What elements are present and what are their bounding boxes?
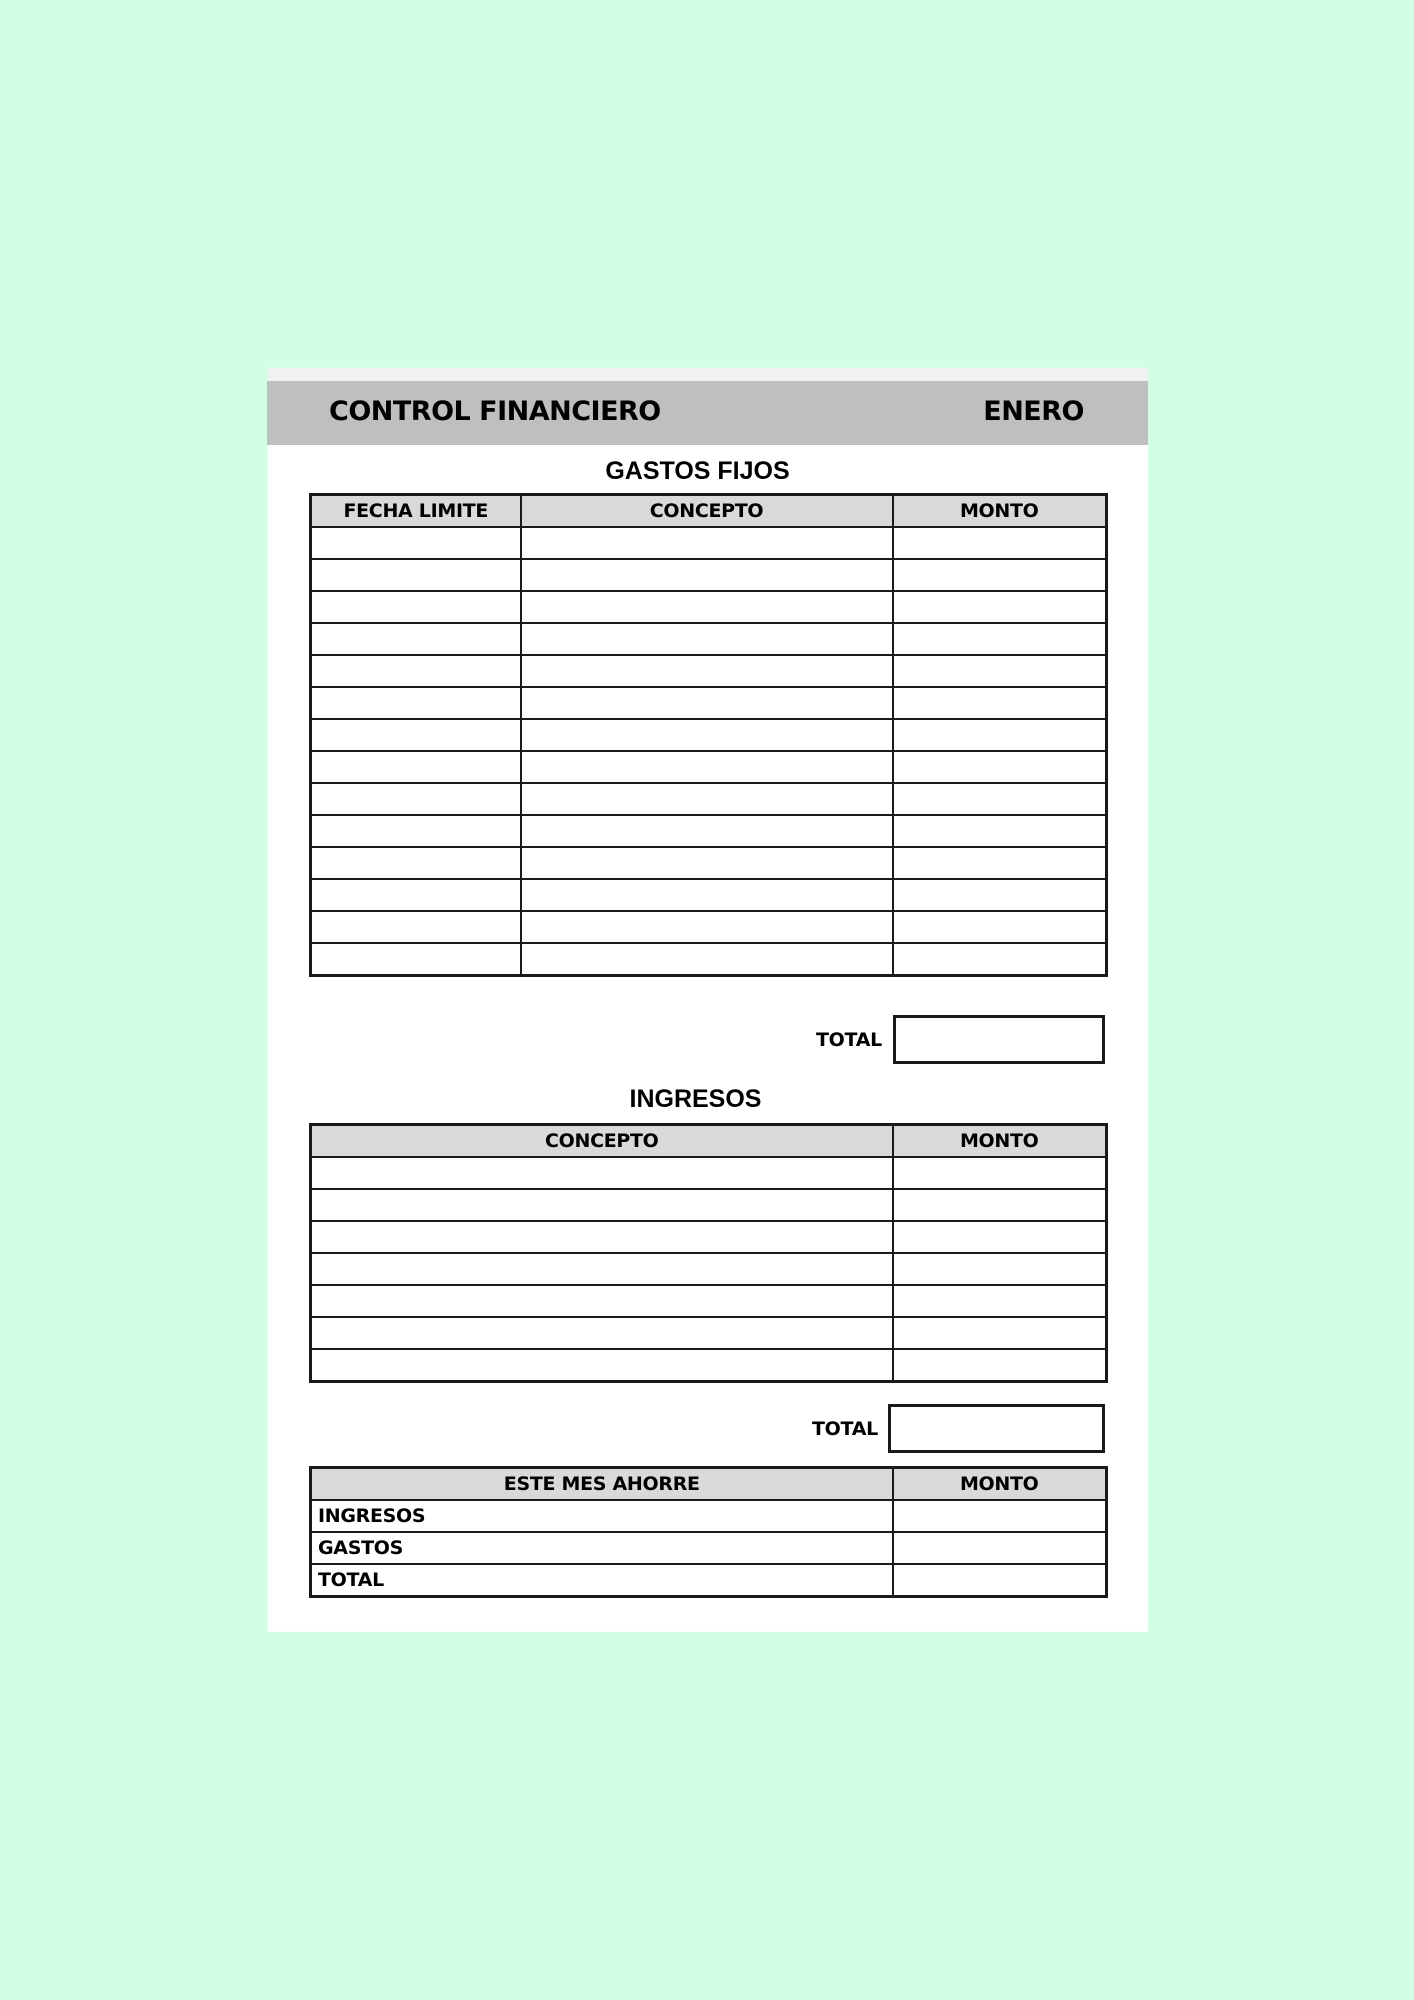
document-title: CONTROL FINANCIERO [329, 396, 661, 427]
ingresos-body [311, 1157, 1107, 1382]
ahorro-row-gastos [311, 1532, 1107, 1564]
concepto-cell[interactable] [521, 751, 893, 783]
concepto-cell[interactable] [521, 623, 893, 655]
month-label: ENERO [983, 396, 1084, 427]
ahorro-amount-cell[interactable] [893, 1532, 1107, 1564]
fecha-limite-cell[interactable] [311, 527, 521, 559]
fecha-limite-cell[interactable] [311, 591, 521, 623]
concepto-cell[interactable] [521, 943, 893, 976]
concepto-cell[interactable] [311, 1349, 893, 1382]
gastos-fijos-row [311, 783, 1107, 815]
monto-cell[interactable] [893, 847, 1107, 879]
concepto-cell[interactable] [311, 1253, 893, 1285]
ingresos-row [311, 1285, 1107, 1317]
monto-cell[interactable] [893, 783, 1107, 815]
gastos-fijos-row [311, 943, 1107, 976]
gastos-fijos-row [311, 719, 1107, 751]
fecha-limite-cell[interactable] [311, 815, 521, 847]
monto-cell[interactable] [893, 1157, 1107, 1189]
fecha-limite-cell[interactable] [311, 687, 521, 719]
ingresos-title: INGRESOS [629, 1085, 762, 1113]
concepto-cell[interactable] [521, 879, 893, 911]
monto-cell[interactable] [893, 1221, 1107, 1253]
ahorro-header-row [311, 1468, 1107, 1501]
monto-cell[interactable] [893, 1189, 1107, 1221]
gastos-fijos-header-row [311, 495, 1107, 528]
monto-cell[interactable] [893, 687, 1107, 719]
column-header-monto: MONTO [893, 1468, 1107, 1501]
column-header-fecha-limite: FECHA LIMITE [311, 495, 521, 528]
monto-cell[interactable] [893, 591, 1107, 623]
concepto-cell[interactable] [521, 815, 893, 847]
concepto-cell[interactable] [521, 847, 893, 879]
monto-cell[interactable] [893, 751, 1107, 783]
monto-cell[interactable] [893, 815, 1107, 847]
fecha-limite-cell[interactable] [311, 879, 521, 911]
gastos-fijos-row [311, 655, 1107, 687]
ingresos-row [311, 1349, 1107, 1382]
gastos-fijos-row [311, 751, 1107, 783]
concepto-cell[interactable] [521, 911, 893, 943]
document-sheet [267, 367, 1148, 1632]
gastos-fijos-row [311, 527, 1107, 559]
gastos-fijos-table [309, 493, 1108, 977]
ahorro-row-label: TOTAL [311, 1564, 893, 1597]
monto-cell[interactable] [893, 559, 1107, 591]
concepto-cell[interactable] [311, 1317, 893, 1349]
ingresos-row [311, 1253, 1107, 1285]
ahorro-body [311, 1500, 1107, 1597]
monto-cell[interactable] [893, 879, 1107, 911]
fecha-limite-cell[interactable] [311, 751, 521, 783]
gastos-fijos-row [311, 879, 1107, 911]
fecha-limite-cell[interactable] [311, 559, 521, 591]
concepto-cell[interactable] [311, 1189, 893, 1221]
concepto-cell[interactable] [311, 1157, 893, 1189]
ingresos-row [311, 1221, 1107, 1253]
fecha-limite-cell[interactable] [311, 783, 521, 815]
ahorro-table [309, 1466, 1108, 1598]
monto-cell[interactable] [893, 527, 1107, 559]
gastos-fijos-row [311, 623, 1107, 655]
ingresos-total-field[interactable] [888, 1404, 1105, 1453]
sheet-top-strip [267, 367, 1148, 381]
concepto-cell[interactable] [521, 687, 893, 719]
concepto-cell[interactable] [521, 559, 893, 591]
header-band [267, 381, 1148, 445]
gastos-fijos-row [311, 559, 1107, 591]
gastos-total-field[interactable] [893, 1015, 1105, 1064]
ingresos-row [311, 1157, 1107, 1189]
column-header-concepto: CONCEPTO [521, 495, 893, 528]
concepto-cell[interactable] [521, 783, 893, 815]
ahorro-row-ingresos [311, 1500, 1107, 1532]
ingresos-table [309, 1123, 1108, 1383]
concepto-cell[interactable] [311, 1285, 893, 1317]
monto-cell[interactable] [893, 1253, 1107, 1285]
ingresos-row [311, 1189, 1107, 1221]
gastos-total-label: TOTAL [816, 1029, 882, 1051]
gastos-fijos-body [311, 527, 1107, 976]
fecha-limite-cell[interactable] [311, 911, 521, 943]
column-header-concepto: CONCEPTO [311, 1125, 893, 1158]
concepto-cell[interactable] [521, 591, 893, 623]
concepto-cell[interactable] [311, 1221, 893, 1253]
gastos-fijos-row [311, 687, 1107, 719]
column-header-monto: MONTO [893, 495, 1107, 528]
monto-cell[interactable] [893, 623, 1107, 655]
monto-cell[interactable] [893, 911, 1107, 943]
fecha-limite-cell[interactable] [311, 847, 521, 879]
gastos-fijos-title: GASTOS FIJOS [605, 457, 790, 485]
ahorro-row-label: INGRESOS [311, 1500, 893, 1532]
ahorro-row-total [311, 1564, 1107, 1597]
gastos-fijos-row [311, 815, 1107, 847]
ingresos-total-label: TOTAL [812, 1418, 878, 1440]
concepto-cell[interactable] [521, 527, 893, 559]
column-header-monto: MONTO [893, 1125, 1107, 1158]
monto-cell[interactable] [893, 1349, 1107, 1382]
ahorro-row-label: GASTOS [311, 1532, 893, 1564]
monto-cell[interactable] [893, 719, 1107, 751]
gastos-fijos-row [311, 847, 1107, 879]
monto-cell[interactable] [893, 1317, 1107, 1349]
gastos-fijos-row [311, 591, 1107, 623]
ingresos-header-row [311, 1125, 1107, 1158]
ingresos-row [311, 1317, 1107, 1349]
concepto-cell[interactable] [521, 655, 893, 687]
monto-cell[interactable] [893, 655, 1107, 687]
monto-cell[interactable] [893, 943, 1107, 976]
fecha-limite-cell[interactable] [311, 655, 521, 687]
fecha-limite-cell[interactable] [311, 943, 521, 976]
concepto-cell[interactable] [521, 719, 893, 751]
monto-cell[interactable] [893, 1285, 1107, 1317]
gastos-fijos-row [311, 911, 1107, 943]
fecha-limite-cell[interactable] [311, 719, 521, 751]
ahorro-amount-cell[interactable] [893, 1500, 1107, 1532]
ahorro-amount-cell[interactable] [893, 1564, 1107, 1597]
column-header-este-mes-ahorre: ESTE MES AHORRE [311, 1468, 893, 1501]
fecha-limite-cell[interactable] [311, 623, 521, 655]
